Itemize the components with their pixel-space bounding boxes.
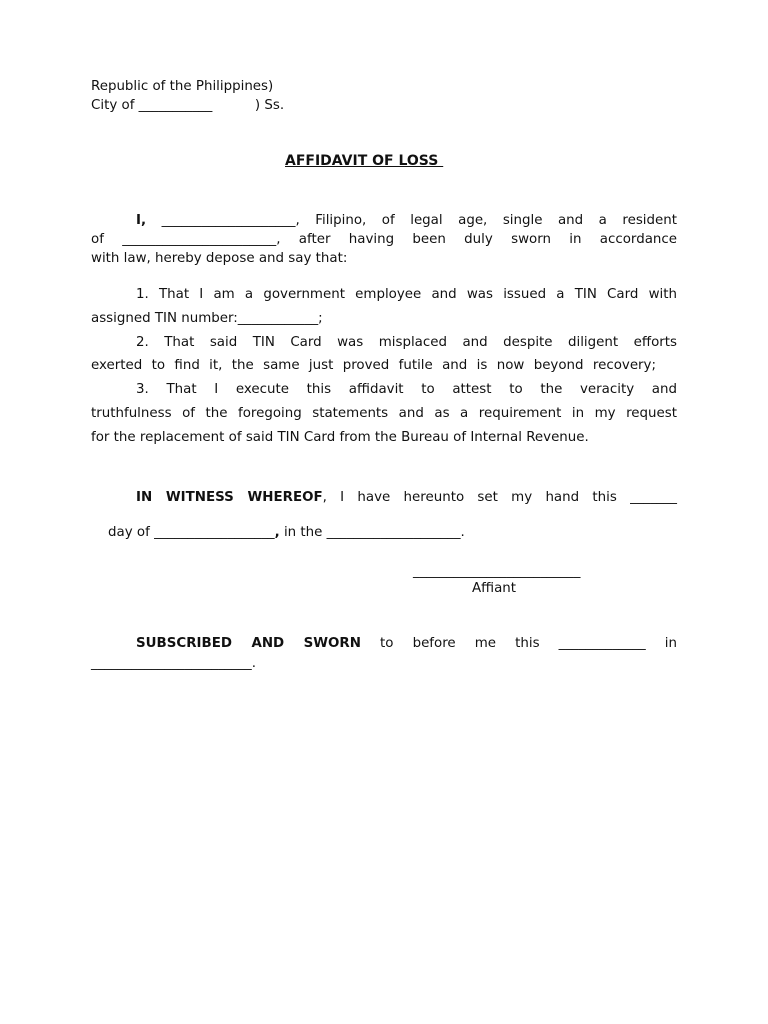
intro-line-1-text: ____________________, Filipino, of legal age, single and a resident — [146, 213, 677, 228]
jurat-line-1-text: to before me this _____________ in — [360, 636, 677, 651]
document-title: AFFIDAVIT OF LOSS — [285, 153, 444, 169]
item-3-line-2: truthfulness of the foregoing statements and as a requirement in my request — [91, 406, 677, 421]
item-3-line-3: for the replacement of said TIN Card from the Bureau of Internal Revenue. — [91, 430, 589, 445]
intro-i-label: I, — [136, 213, 147, 228]
item-1-line-2: assigned TIN number:____________; — [91, 311, 323, 326]
jurat-line-1 — [136, 636, 677, 652]
jurat-line-2: ________________________. — [91, 656, 256, 671]
intro-line-2: of _______________________, after having been duly sworn in accordance — [91, 232, 677, 247]
intro-line-3: with law, hereby depose and say that: — [91, 251, 348, 266]
item-2-line-1: 2. That said TIN Card was misplaced and despite diligent efforts — [136, 335, 677, 350]
witness-line-1-text: , I have hereunto set my hand this _______ — [322, 490, 677, 505]
intro-line-1 — [91, 213, 677, 229]
witness-line-1 — [136, 490, 677, 506]
affiant-label: Affiant — [472, 581, 517, 596]
jurat-heading: SUBSCRIBED AND SWORN — [136, 636, 361, 651]
witness-place-blank: in the ____________________. — [279, 525, 465, 540]
item-3-line-1: 3. That I execute this affidavit to attest to the veracity and — [136, 382, 677, 397]
caption-line-2: City of ___________ ) Ss. — [91, 98, 285, 113]
affiant-signature-line: _________________________ — [413, 564, 581, 579]
item-1-line-1: 1. That I am a government employee and was issued a TIN Card with — [136, 287, 677, 302]
item-2-line-2: exerted to find it, the same just proved futile and is now beyond recovery; — [91, 358, 656, 373]
witness-line-2 — [91, 509, 465, 557]
caption-line-1: Republic of the Philippines) — [91, 79, 274, 94]
witness-day-blank: day of __________________ — [108, 525, 275, 540]
witness-comma: , — [274, 525, 280, 540]
witness-heading: IN WITNESS WHEREOF — [136, 490, 323, 505]
